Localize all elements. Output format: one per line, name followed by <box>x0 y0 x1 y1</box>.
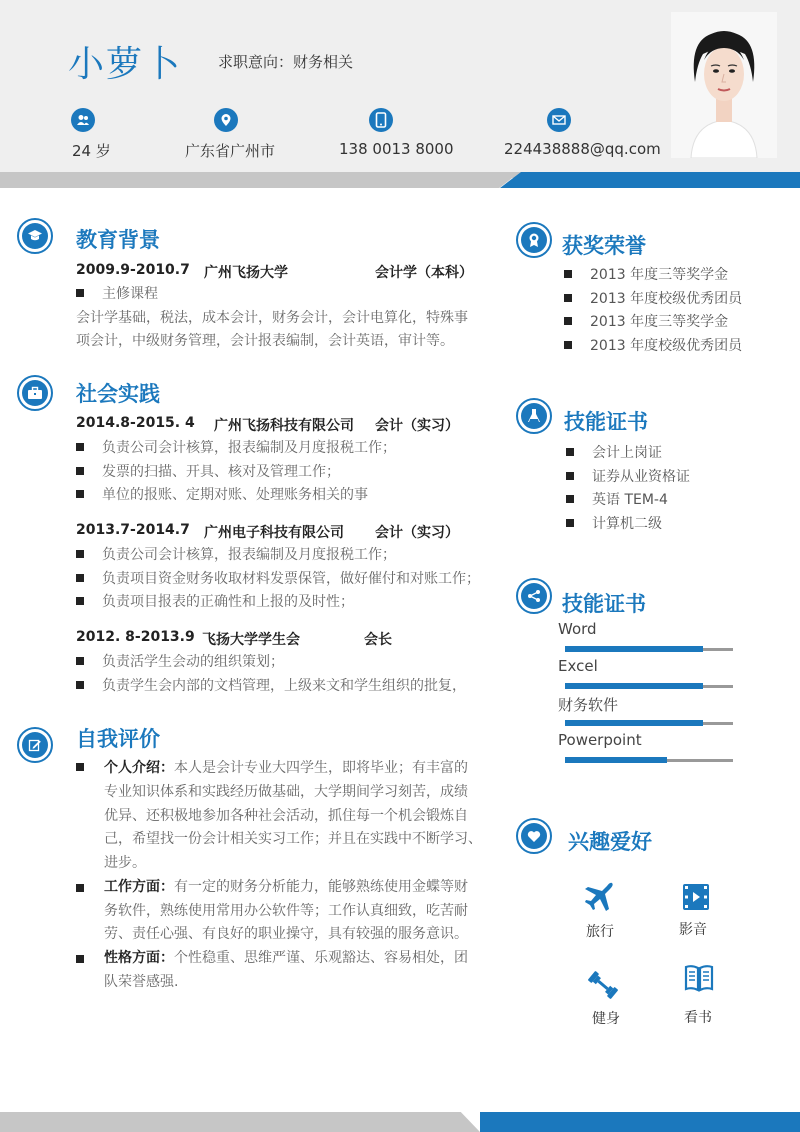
name-title: 小萝卜 <box>68 44 183 85</box>
list-item <box>76 675 466 699</box>
practice-title: 社会实践 <box>76 382 160 406</box>
cert-item <box>566 466 690 490</box>
skill-level-bar <box>565 683 703 689</box>
certs-title: 技能证书 <box>564 410 648 434</box>
list-item-text: 发票的扫描、开具、核对及管理工作； <box>102 464 340 480</box>
skill-level-bar <box>565 757 667 763</box>
bullet-square <box>566 495 574 503</box>
education-period: 2009.9-2010.7 <box>76 262 190 278</box>
certs-section-icon <box>516 398 552 434</box>
award-text: 2013 年度三等奖学金 <box>590 314 729 330</box>
self-intro-line: 专业知识体系和实践经历做基础，大学期间学习刻苦，成绩 <box>104 784 468 800</box>
bullet-square <box>564 317 572 325</box>
bullet-square <box>566 519 574 527</box>
list-item <box>76 461 340 485</box>
job-role: 会长 <box>364 632 392 648</box>
footer-bar-gray <box>0 1112 480 1132</box>
hobbies-title: 兴趣爱好 <box>568 830 652 854</box>
award-item <box>564 335 742 359</box>
self-intro-label: 个人介绍： <box>104 760 174 776</box>
list-item-text: 负责活学生会动的组织策划； <box>102 654 284 670</box>
list-item-text: 单位的报账、定期对账、处理账务相关的事 <box>102 487 368 503</box>
hobby-label: 健身 <box>592 1011 620 1027</box>
cert-text: 英语 TEM-4 <box>592 492 668 508</box>
bullet-square <box>76 955 84 963</box>
cert-text: 计算机二级 <box>592 516 662 532</box>
list-item-text: 负责公司会计核算，报表编制及月度报税工作； <box>102 547 396 563</box>
hobby-label: 看书 <box>684 1010 712 1026</box>
list-item-text: 负责公司会计核算，报表编制及月度报税工作； <box>102 440 396 456</box>
phone-icon <box>369 108 393 132</box>
job-role: 会计（实习） <box>375 418 459 434</box>
list-item-text: 负责项目报表的正确性和上报的及时性； <box>102 594 354 610</box>
self-intro-line: 己，希望找一份会计相关实习工作；并且在实践中不断学习、 <box>104 831 482 847</box>
header-divider-blue <box>500 172 800 188</box>
bullet-square <box>76 490 84 498</box>
self-work-line <box>104 876 468 900</box>
education-title: 教育背景 <box>76 228 160 252</box>
header-divider-gray <box>0 172 520 188</box>
film-icon <box>682 883 710 915</box>
email-value: 224438888@qq.com <box>504 140 661 158</box>
education-major: 会计学（本科） <box>375 265 473 281</box>
bullet-square <box>76 289 84 297</box>
award-text: 2013 年度校级优秀团员 <box>590 338 743 354</box>
person-icon <box>71 108 95 132</box>
education-school: 广州飞扬大学 <box>204 265 288 281</box>
list-item <box>76 591 354 615</box>
skill-name: Word <box>558 620 597 638</box>
skills-title: 技能证书 <box>562 592 646 616</box>
job-period: 2013.7-2014.7 <box>76 522 190 538</box>
hobby-label: 影音 <box>679 922 707 938</box>
job-role: 会计（实习） <box>375 525 459 541</box>
bullet-square <box>76 763 84 771</box>
profile-photo <box>671 12 777 158</box>
practice-section-icon <box>17 375 53 411</box>
job-org: 飞扬大学学生会 <box>202 632 300 648</box>
list-item-text: 负责学生会内部的文档管理，上级来文和学生组织的批复， <box>102 678 466 694</box>
job-org: 广州飞扬科技有限公司 <box>214 418 354 434</box>
mail-icon <box>547 108 571 132</box>
list-item <box>76 651 284 675</box>
self-work-label: 工作方面： <box>104 879 174 895</box>
bullet-square <box>76 550 84 558</box>
job-period: 2012. 8-2013.9 <box>76 629 195 645</box>
education-section-icon <box>17 218 53 254</box>
job-period: 2014.8-2015. 4 <box>76 415 195 431</box>
book-icon <box>684 964 714 996</box>
skills-section-icon <box>516 578 552 614</box>
self-intro-line: 优异、还积极地参加各种社会活动，抓住每一个机会锻炼自 <box>104 808 468 824</box>
hobby-label: 旅行 <box>586 924 614 940</box>
list-item <box>76 484 368 508</box>
bullet-square <box>566 472 574 480</box>
self-personality-text: 个性稳重、思维严谨、乐观豁达、容易相处，团 <box>174 950 468 966</box>
bullet-square <box>566 448 574 456</box>
bullet-square <box>76 574 84 582</box>
location-value: 广东省广州市 <box>185 142 276 160</box>
awards-title: 获奖荣誉 <box>562 234 646 258</box>
self-intro-line: 进步。 <box>104 855 146 871</box>
skill-level-bar <box>565 720 703 726</box>
self-personality-line <box>104 947 468 971</box>
course-line: 会计学基础，税法，成本会计，财务会计，会计电算化，特殊事 <box>76 310 468 326</box>
bullet-square <box>76 657 84 665</box>
bullet-square <box>76 443 84 451</box>
bullet-square <box>76 597 84 605</box>
self-title: 自我评价 <box>76 727 160 751</box>
bullet-square <box>76 884 84 892</box>
self-work-text: 有一定的财务分析能力，能够熟练使用金蝶等财 <box>174 879 468 895</box>
award-item <box>564 311 728 335</box>
course-line: 项会计，中级财务管理，会计报表编制，会计英语，审计等。 <box>76 333 454 349</box>
cert-item <box>566 489 668 513</box>
bullet-square <box>564 270 572 278</box>
course-label <box>76 283 158 307</box>
course-label-text: 主修课程 <box>102 286 158 302</box>
list-item <box>76 544 396 568</box>
self-work-line: 务软件，熟练使用常用办公软件等；工作认真细致，吃苦耐 <box>104 903 468 919</box>
skill-name: Powerpoint <box>558 731 642 749</box>
footer-bar-blue <box>480 1112 800 1132</box>
self-personality-line: 队荣誉感强. <box>104 974 179 990</box>
dumbbell-icon <box>586 968 620 1006</box>
awards-section-icon <box>516 222 552 258</box>
self-intro-line <box>104 757 468 781</box>
cert-item <box>566 442 662 466</box>
cert-text: 证券从业资格证 <box>592 469 690 485</box>
list-item <box>76 437 396 461</box>
phone-value: 138 0013 8000 <box>339 140 454 158</box>
self-work-line: 劳、责任心强、有良好的职业操守，具有较强的服务意识。 <box>104 926 468 942</box>
hobbies-section-icon <box>516 818 552 854</box>
cert-item <box>566 513 662 537</box>
airplane-icon <box>583 880 617 918</box>
award-item <box>564 288 742 312</box>
bullet-square <box>76 681 84 689</box>
location-icon <box>214 108 238 132</box>
bullet-square <box>564 341 572 349</box>
list-item <box>76 568 480 592</box>
cert-text: 会计上岗证 <box>592 445 662 461</box>
self-intro-text: 本人是会计专业大四学生，即将毕业；有丰富的 <box>174 760 468 776</box>
age-value: 24 岁 <box>72 142 111 160</box>
award-text: 2013 年度三等奖学金 <box>590 267 729 283</box>
skill-name: Excel <box>558 657 598 675</box>
bullet-square <box>564 294 572 302</box>
self-personality-label: 性格方面： <box>104 950 174 966</box>
list-item-text: 负责项目资金财务收取材料发票保管，做好催付和对账工作； <box>102 571 480 587</box>
bullet-square <box>76 467 84 475</box>
job-org: 广州电子科技有限公司 <box>204 525 344 541</box>
job-intent: 求职意向：财务相关 <box>218 53 354 71</box>
skill-level-bar <box>565 646 703 652</box>
award-item <box>564 264 728 288</box>
award-text: 2013 年度校级优秀团员 <box>590 291 743 307</box>
self-section-icon <box>17 727 53 763</box>
skill-name: 财务软件 <box>558 696 619 714</box>
